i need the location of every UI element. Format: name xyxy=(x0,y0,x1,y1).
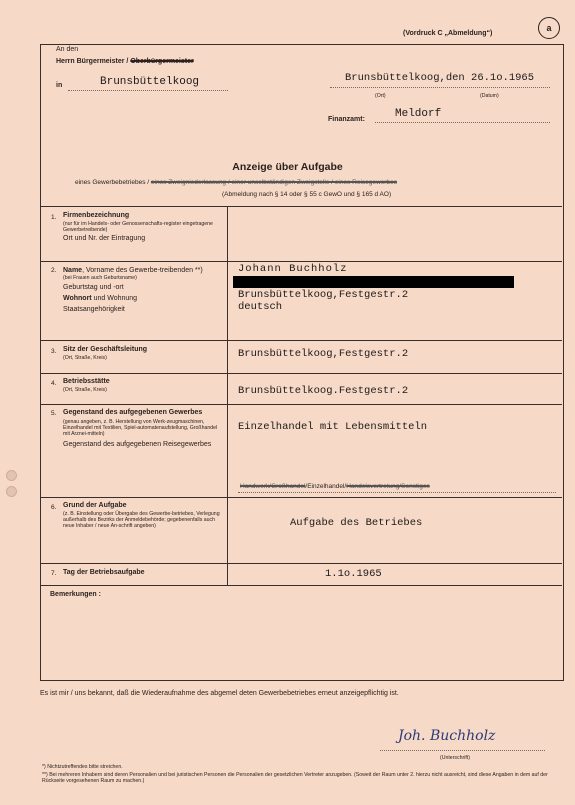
unterschrift-label: (Unterschrift) xyxy=(440,755,470,761)
row-7-label: Tag der Betriebsaufgabe xyxy=(63,569,145,576)
row-3-value: Brunsbüttelkoog,Festgestr.2 xyxy=(238,348,409,360)
addressee: Herrn Bürgermeister / Oberbürgermeister xyxy=(56,58,194,65)
row-5-dotted-line xyxy=(238,492,556,493)
in-label: in xyxy=(56,82,63,89)
punch-hole xyxy=(6,470,17,481)
row-2-nationality-value: deutsch xyxy=(238,301,283,313)
row-1-label: Firmenbezeichnung (nur für im Handels- oder Genossenschafts-register eingetragene Gewerbetreibende) Ort und Nr. der Eintragung xyxy=(63,212,213,242)
finanzamt-label: Finanzamt: xyxy=(328,116,365,123)
table-divider xyxy=(227,206,228,585)
row-separator xyxy=(40,585,562,586)
row-separator xyxy=(40,563,562,564)
place-date: Brunsbüttelkoog,den 26.1o.1965 xyxy=(345,72,535,84)
statement: Es ist mir / uns bekannt, daß die Wiederaufnahme des abgemel deten Gewerbebetriebes erneut anzeigepflichtig ist. xyxy=(40,690,399,697)
finanzamt-dotted-line xyxy=(375,122,550,123)
datum-label: (Datum) xyxy=(480,93,499,99)
row-separator xyxy=(40,497,562,498)
ort-label: (Ort) xyxy=(375,93,386,99)
title-line-2: (Abmeldung nach § 14 oder § 55 c GewO und § 165 d AO) xyxy=(222,191,392,198)
punch-hole xyxy=(6,486,17,497)
row-separator xyxy=(40,373,562,374)
row-1-num: 1. xyxy=(51,214,57,221)
in-value: Brunsbüttelkoog xyxy=(100,76,200,88)
finanzamt-value: Meldorf xyxy=(395,108,442,120)
row-6-label: Grund der Aufgabe (z. B. Einstellung oder Übergabe des Gewerbe-betriebes, Verlegung außerhalb des Bezirks der Anmeldebehörde; gegebenenfalls auch neue Inhaber / neue An-schrift angeben) xyxy=(63,502,220,529)
row-separator xyxy=(40,261,562,262)
place-dotted-line xyxy=(330,87,550,88)
bemerkungen-label: Bemerkungen : xyxy=(50,591,101,598)
row-4-value: Brunsbüttelkoog.Festgestr.2 xyxy=(238,385,409,397)
in-dotted-line xyxy=(68,90,228,91)
row-2-address-value: Brunsbüttelkoog,Festgestr.2 xyxy=(238,289,409,301)
row-7-num: 7. xyxy=(51,570,57,577)
signature: Joh. Buchholz xyxy=(398,728,496,744)
row-2-name-value: Johann Buchholz xyxy=(238,263,348,275)
row-2-num: 2. xyxy=(51,267,57,274)
row-separator xyxy=(40,340,562,341)
row-5-num: 5. xyxy=(51,410,57,417)
an-den: An den xyxy=(56,46,79,53)
redaction-bar xyxy=(233,276,514,288)
form-code: (Vordruck C „Abmeldung“) xyxy=(403,30,493,37)
form-title: Anzeige über Aufgabe xyxy=(232,161,343,173)
row-5-category-line: Handwerk/Großhandel/Einzelhandel/Handelsvertretung/Sonstiges xyxy=(240,483,430,490)
row-separator xyxy=(40,404,562,405)
row-7-value: 1.1o.1965 xyxy=(325,568,382,580)
row-3-num: 3. xyxy=(51,348,57,355)
row-4-label: Betriebsstätte (Ort, Straße, Kreis) xyxy=(63,378,110,393)
row-5-value: Einzelhandel mit Lebensmitteln xyxy=(238,421,428,433)
corner-letter: a xyxy=(538,17,560,39)
row-6-value: Aufgabe des Betriebes xyxy=(290,517,423,529)
publisher-imprint xyxy=(0,505,2,805)
row-4-num: 4. xyxy=(51,380,57,387)
title-line-1: eines Gewerbebetriebes / eines Zweigniederlassung / einer unselbständigen Zweigstelle / eines Reisegewerbes xyxy=(75,179,397,186)
row-3-label: Sitz der Geschäftsleitung (Ort, Straße, Kreis) xyxy=(63,346,148,361)
footnote-2: **) Bei mehreren Inhabern sind deren Personalien und bei juristischen Personen die Personalien der gesetzlichen Vertreter anzugeben. (Soweit der Raum unter 2. hierzu nicht ausreicht, sind diese Angaben in dem auf der Rückseite vorgesehenen Raum zu machen.) xyxy=(42,772,548,784)
row-2-label: Name, Vorname des Gewerbe-treibenden **) (bei Frauen auch Geburtsname) Geburtstag und -ort Wohnort und Wohnung Staatsangehörigkeit xyxy=(63,267,203,313)
row-5-label: Gegenstand des aufgegebenen Gewerbes (genau angeben, z. B. Herstellung von Werk-zeugmaschinen, Einzelhandel mit Textilien, Spiel-automatenaufstellung, Großhandel mit Arznei-mitteln) Gegenstand des aufgegebenen Reisegewerbes xyxy=(63,409,218,448)
footnote-1: *) Nichtzutreffendes bitte streichen. xyxy=(42,764,123,770)
signature-line xyxy=(380,750,545,751)
row-6-num: 6. xyxy=(51,504,57,511)
